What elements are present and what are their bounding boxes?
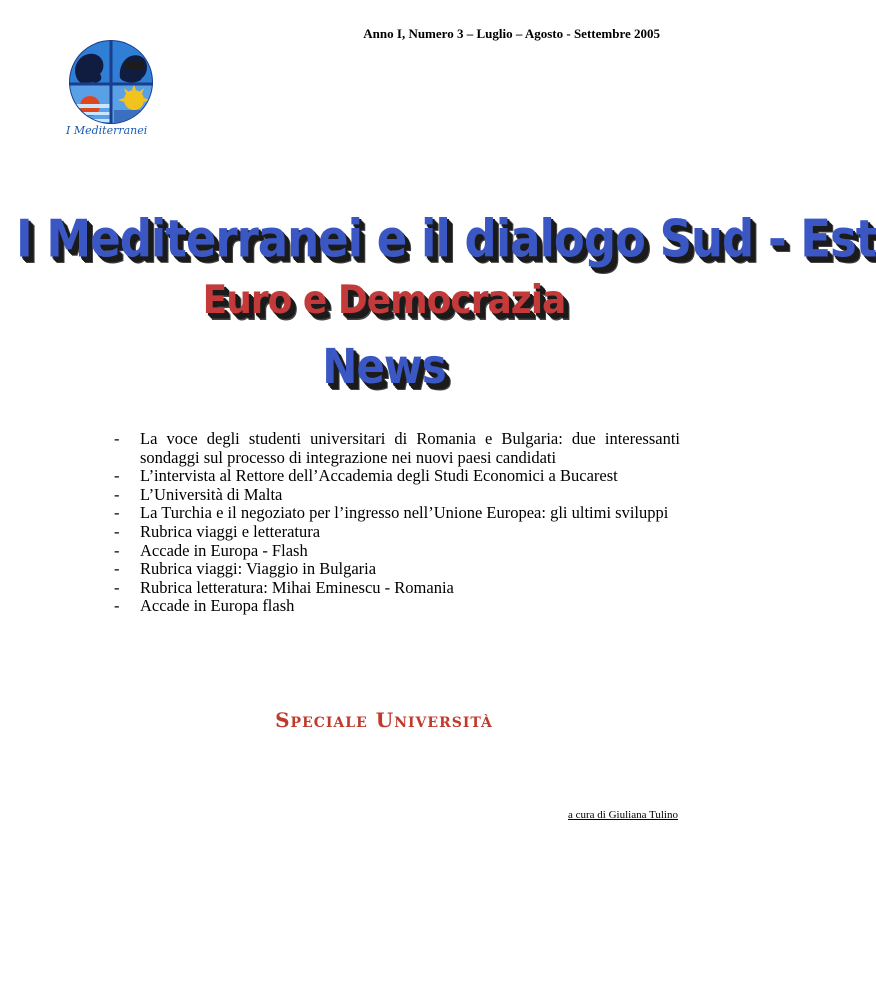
speciale-heading: Speciale Università: [275, 708, 493, 732]
list-item-text: Accade in Europa - Flash: [140, 540, 308, 560]
contents-list: [114, 430, 680, 616]
list-dash: -: [114, 429, 120, 448]
logo-caption: I Mediterranei: [66, 124, 148, 137]
list-dash: -: [114, 466, 120, 486]
list-dash: -: [114, 596, 120, 616]
list-item: [114, 486, 680, 505]
list-item-text: L’Università di Malta: [140, 484, 283, 504]
list-item: [114, 579, 680, 598]
list-item: [114, 430, 680, 467]
list-item: [114, 467, 680, 486]
list-dash: -: [114, 503, 120, 523]
list-item: [114, 597, 680, 616]
news-title: News: [322, 338, 446, 395]
list-item: [114, 504, 680, 523]
list-item-text: La Turchia e il negoziato per l’ingresso nell’Unione Europea: gli ultimi sviluppi: [140, 503, 669, 523]
list-item-text: L’intervista al Rettore dell’Accademia degli Studi Economici a Bucarest: [140, 466, 618, 486]
credit-line: a cura di Giuliana Tulino: [568, 809, 678, 821]
list-item: [114, 523, 680, 542]
list-item-text: Rubrica viaggi: Viaggio in Bulgaria: [140, 559, 377, 579]
list-item-text: Rubrica viaggi e letteratura: [140, 521, 321, 541]
list-item-text: La voce degli studenti universitari di Romania e Bulgaria: due interessanti sondaggi sul processo di integrazione nei nuovi paesi candidati: [140, 429, 680, 467]
list-dash: -: [114, 559, 120, 579]
subtitle: Euro e Democrazia: [202, 277, 566, 324]
list-dash: -: [114, 484, 120, 504]
list-dash: -: [114, 540, 120, 560]
main-title: I Mediterranei e il dialogo Sud - Est: [16, 208, 876, 269]
list-dash: -: [114, 521, 120, 541]
list-item-text: Accade in Europa flash: [140, 596, 295, 616]
list-item-text: Rubrica letteratura: Mihai Eminescu - Romania: [140, 577, 454, 597]
list-dash: -: [114, 577, 120, 597]
list-item: [114, 560, 680, 579]
issue-header: Anno I, Numero 3 – Luglio – Agosto - Settembre 2005: [363, 26, 660, 41]
list-item: [114, 542, 680, 561]
